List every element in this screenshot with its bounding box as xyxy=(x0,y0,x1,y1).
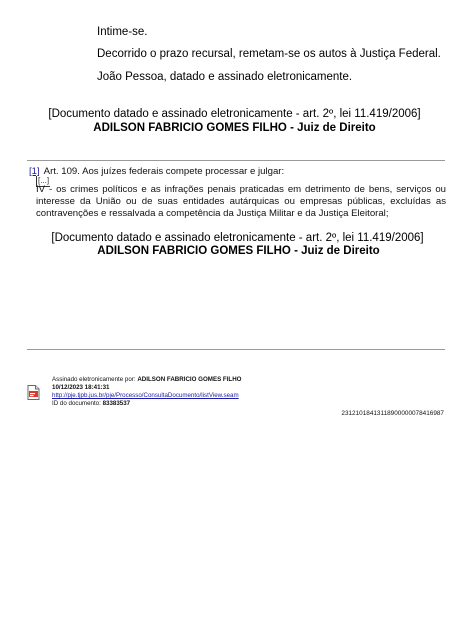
closing-line-prazo: Decorrido o prazo recursal, remetam-se os autos à Justiça Federal. xyxy=(97,48,441,60)
signature-note-2: [Documento datado e assinado eletronicamente - art. 2º, lei 11.419/2006] xyxy=(51,232,424,244)
closing-line-intime: Intime-se. xyxy=(97,26,148,38)
document-id-line xyxy=(52,400,130,408)
footnote-ellipsis: [...] xyxy=(38,176,50,185)
document-code: 23121018413118900000078416987 xyxy=(341,410,444,417)
footnote-intro-text: Art. 109. Aos juízes federais compete processar e julgar: xyxy=(43,166,285,177)
document-url-link[interactable]: http://pje.tjpb.jus.br/pje/Processo/ConsultaDocumento/listView.seam xyxy=(52,392,239,399)
footnote-ref-link[interactable]: [1] xyxy=(29,166,40,177)
page-footer-separator xyxy=(27,349,445,350)
signed-by-line xyxy=(52,376,242,384)
document-id: 83383537 xyxy=(102,400,131,407)
closing-line-local-data: João Pessoa, datado e assinado eletronicamente. xyxy=(97,71,353,83)
signature-judge-1: ADILSON FABRICIO GOMES FILHO - Juiz de Direito xyxy=(93,122,376,134)
footnote-intro xyxy=(29,166,284,178)
signer-name: ADILSON FABRICIO GOMES FILHO xyxy=(137,376,242,383)
signed-by-label: Assinado eletronicamente por: xyxy=(52,376,136,383)
signature-datetime: 10/12/2023 18:41:31 xyxy=(52,384,110,391)
signature-note-1: [Documento datado e assinado eletronicamente - art. 2º, lei 11.419/2006] xyxy=(48,108,421,120)
footnote-separator xyxy=(27,160,445,161)
document-id-label: ID do documento: xyxy=(52,400,101,407)
footnote-text: IV - os crimes políticos e as infrações penais praticadas em detrimento de bens, serviços ou interesse da União ou de suas entidades autárquicas ou empresas públicas, excluídas as contravenções e ressalvada a competência da Justiça Militar e da Justiça Eleitoral; xyxy=(36,184,446,219)
signature-judge-2: ADILSON FABRICIO GOMES FILHO - Juiz de Direito xyxy=(97,245,380,257)
pdf-document-icon xyxy=(27,385,40,400)
